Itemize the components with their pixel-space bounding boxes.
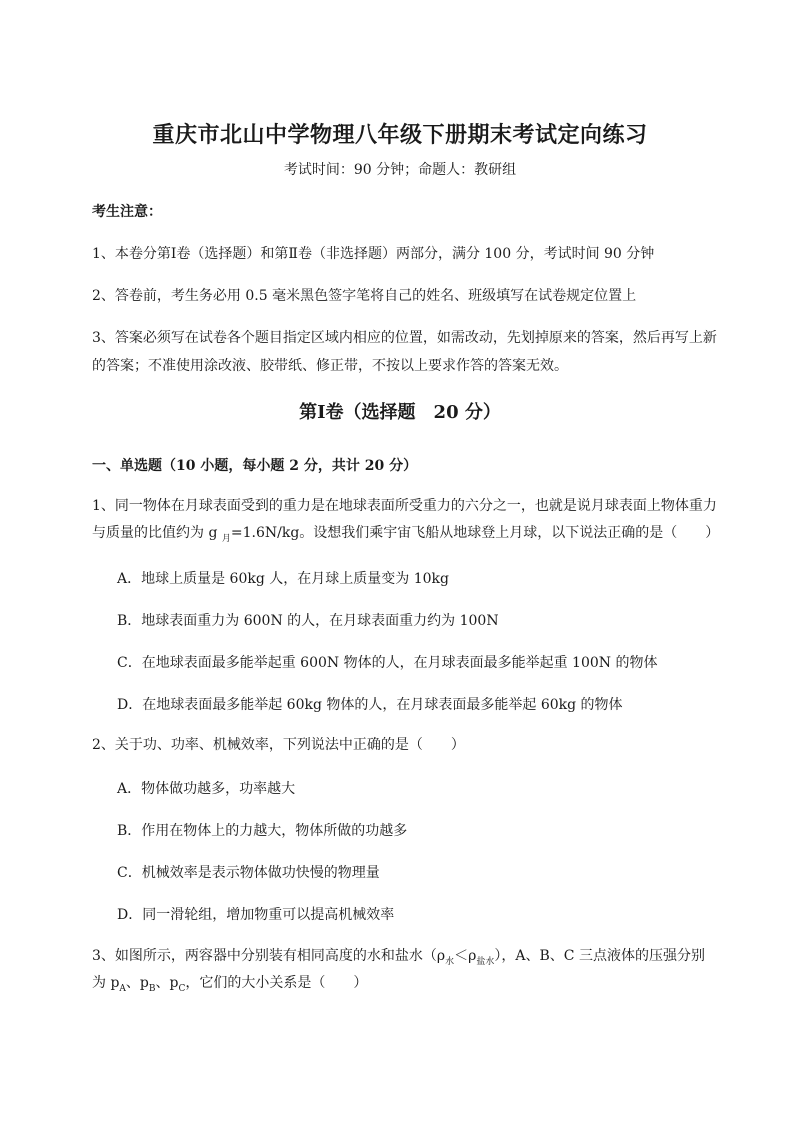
question-2-stem: 2、关于功、功率、机械效率，下列说法中正确的是（ ） bbox=[92, 737, 465, 753]
question-3-text-f: 、p bbox=[155, 975, 179, 991]
notice-item-3: 3、答案必须写在试卷各个题目指定区域内相应的位置，如需改动，先划掉原来的答案，然后再写上新的答案；不准使用涂改液、胶带纸、修正带，不按以上要求作答的答案无效。 bbox=[92, 330, 717, 374]
question-3-text-e: 、p bbox=[125, 975, 149, 991]
question-1-stem-text-a: 与质量的比值约为 g bbox=[92, 525, 222, 541]
question-2-option-b: B．作用在物体上的力越大，物体所做的功越多 bbox=[117, 823, 408, 839]
question-3-subscript-b: B bbox=[148, 983, 156, 994]
question-1-option-b: B．地球表面重力为 600N 的人，在月球表面重力约为 100N bbox=[117, 613, 499, 629]
question-1-stem-text-b: =1.6N/kg。设想我们乘宇宙飞船从地球登上月球，以下说法正确的是（ ） bbox=[230, 525, 720, 541]
notice-item-1: 1、本卷分第Ⅰ卷（选择题）和第Ⅱ卷（非选择题）两部分，满分 100 分，考试时间 90 分钟 bbox=[92, 246, 655, 262]
exam-title: 重庆市北山中学物理八年级下册期末考试定向练习 bbox=[152, 122, 648, 148]
question-3-subscript-a: A bbox=[119, 983, 126, 994]
question-1-subscript-moon: 月 bbox=[221, 533, 231, 544]
question-1-option-d: D．在地球表面最多能举起 60kg 物体的人，在月球表面最多能举起 60kg 的物体 bbox=[117, 697, 623, 713]
question-3-text-b: ＜ρ bbox=[454, 948, 477, 964]
question-1-stem-line-2 bbox=[92, 519, 720, 553]
exam-subtitle: 考试时间：90 分钟；命题人：教研组 bbox=[283, 162, 517, 178]
question-3-subscript-water: 水 bbox=[445, 956, 455, 967]
question-2-option-a: A．物体做功越多，功率越大 bbox=[117, 781, 296, 797]
question-3-subscript-salt-water: 盐水 bbox=[476, 956, 495, 967]
notice-item-2: 2、答卷前，考生务必用 0.5 毫米黑色签字笔将自己的姓名、班级填写在试卷规定位置上 bbox=[92, 288, 637, 304]
question-1-stem-line-1: 1、同一物体在月球表面受到的重力是在地球表面所受重力的六分之一，也就是说月球表面上物体重力 bbox=[92, 498, 717, 514]
question-2-option-d: D．同一滑轮组，增加物重可以提高机械效率 bbox=[117, 907, 395, 923]
question-3-subscript-c: C bbox=[178, 983, 186, 994]
question-3-text-g: ，它们的大小关系是（ ） bbox=[185, 975, 368, 991]
question-1-option-a: A．地球上质量是 60kg 人，在月球上质量变为 10kg bbox=[117, 571, 449, 587]
question-3-text-d: 为 p bbox=[92, 975, 120, 991]
section-title: 第Ⅰ卷（选择题 20 分） bbox=[299, 402, 501, 423]
section-sub-heading: 一、单选题（10 小题，每小题 2 分，共计 20 分） bbox=[92, 458, 418, 474]
question-2-option-c: C．机械效率是表示物体做功快慢的物理量 bbox=[117, 865, 380, 881]
notice-heading: 考生注意： bbox=[92, 204, 162, 220]
question-3-text-a: 3、如图所示，两容器中分别装有相同高度的水和盐水（ρ bbox=[92, 948, 446, 964]
question-3-stem-line-2 bbox=[92, 969, 717, 1003]
question-3-text-c: ），A、B、C 三点液体的压强分别 bbox=[494, 948, 705, 964]
question-1-option-c: C．在地球表面最多能举起重 600N 物体的人，在月球表面最多能举起重 100N 的物体 bbox=[117, 655, 658, 671]
